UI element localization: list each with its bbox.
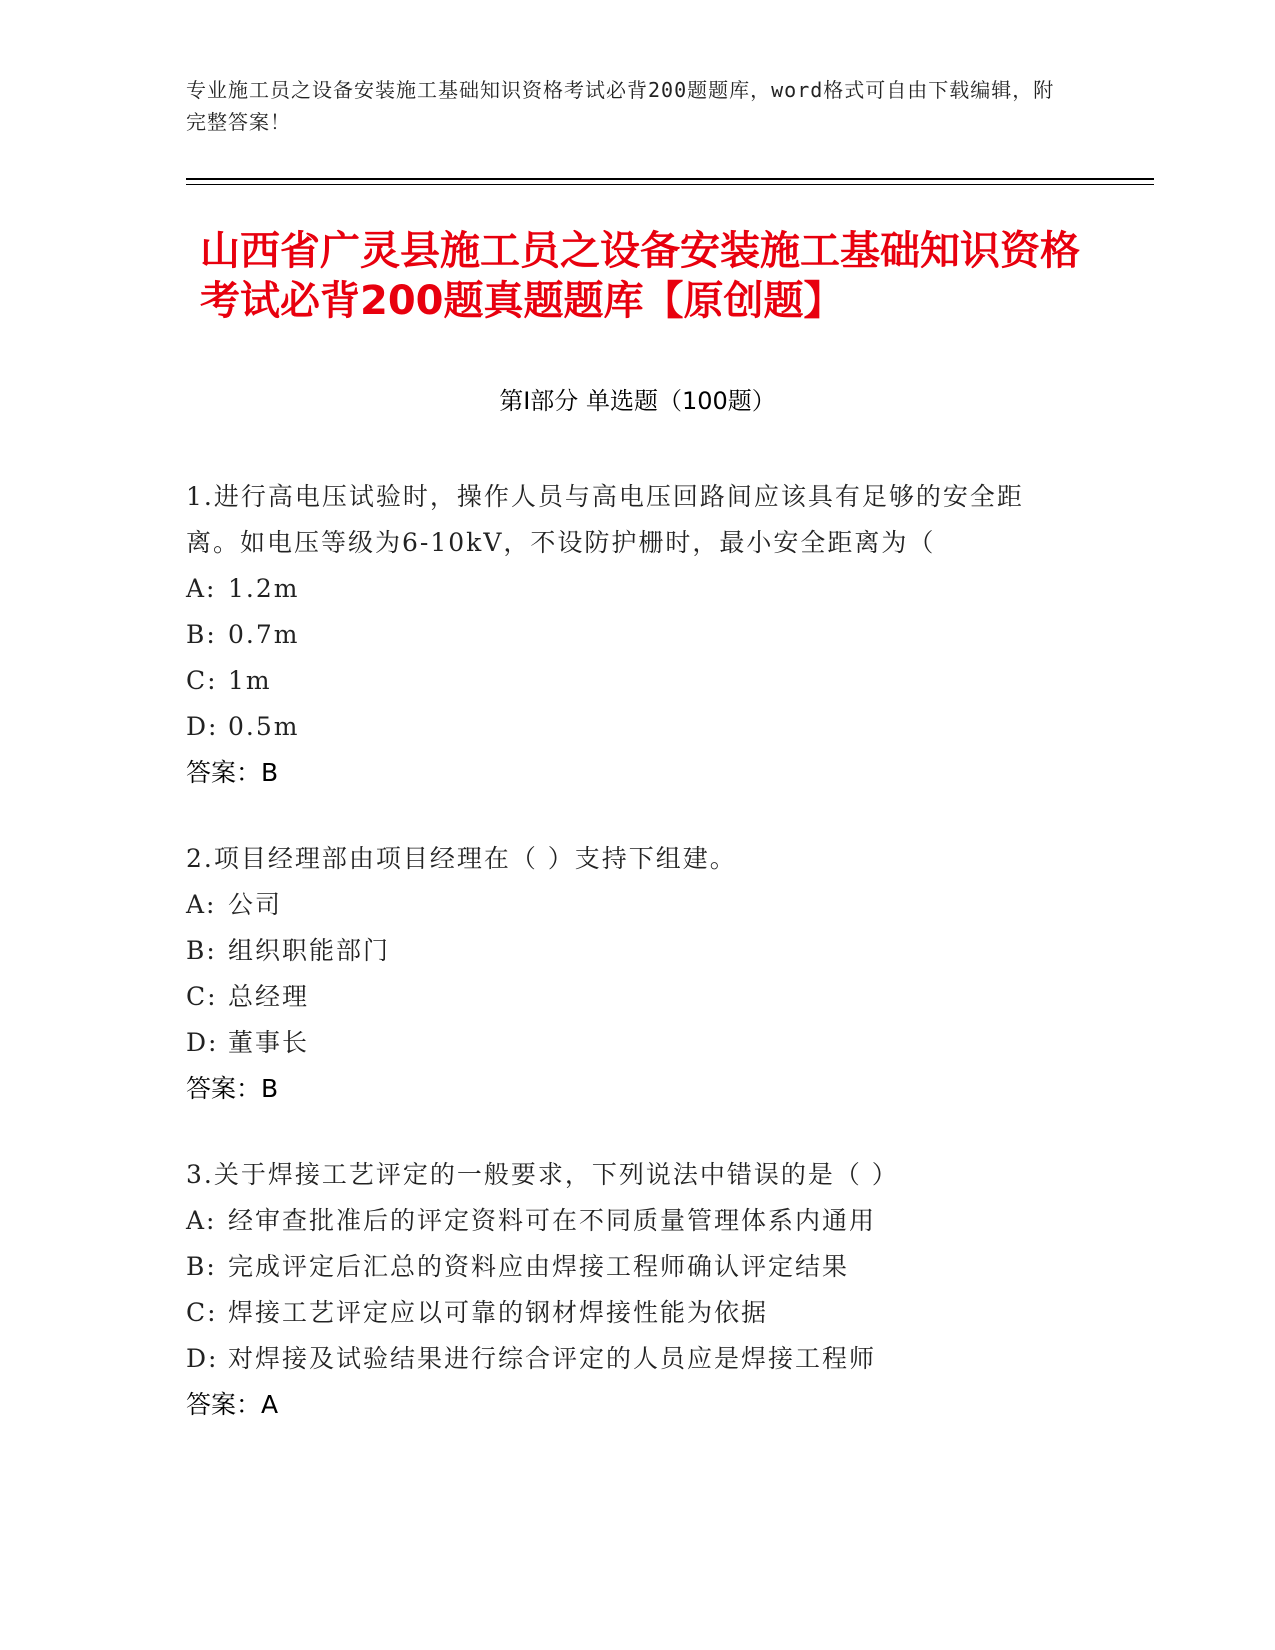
question-1 xyxy=(186,474,1066,796)
answer-line xyxy=(186,1382,1066,1428)
option-text: 1m xyxy=(228,666,272,695)
header-note: 专业施工员之设备安装施工基础知识资格考试必背200题题库，word格式可自由下载编辑，附完整答案！ xyxy=(186,78,1055,134)
header-rule xyxy=(186,178,1154,180)
option-letter: B: xyxy=(186,936,217,965)
option-text: 0.5m xyxy=(228,712,300,741)
option-text: 组织职能部门 xyxy=(228,936,391,965)
option-letter: B: xyxy=(186,1252,217,1281)
question-stem: 1.进行高电压试验时，操作人员与高电压回路间应该具有足够的安全距离。如电压等级为6-10kV，不设防护栅时，最小安全距离为（ xyxy=(186,482,1024,557)
option-b xyxy=(186,1244,1066,1290)
document-title: 山西省广灵县施工员之设备安装施工基础知识资格考试必背200题真题题库【原创题】 xyxy=(200,228,1080,324)
option-text: 总经理 xyxy=(228,982,310,1011)
option-text: 董事长 xyxy=(228,1028,310,1057)
option-text: 焊接工艺评定应以可靠的钢材焊接性能为依据 xyxy=(228,1298,769,1327)
option-c xyxy=(186,974,1066,1020)
question-2 xyxy=(186,836,1066,1112)
answer-line xyxy=(186,750,1066,796)
option-a xyxy=(186,1198,1066,1244)
option-c xyxy=(186,658,1066,704)
option-d xyxy=(186,1020,1066,1066)
option-text: 经审查批准后的评定资料可在不同质量管理体系内通用 xyxy=(228,1206,877,1235)
option-letter: A: xyxy=(186,1206,217,1235)
answer-value: B xyxy=(261,1074,279,1103)
option-c xyxy=(186,1290,1066,1336)
option-letter: D: xyxy=(186,712,219,741)
option-letter: A: xyxy=(186,574,217,603)
answer-label: 答案： xyxy=(186,758,262,787)
option-letter: C: xyxy=(186,666,218,695)
option-letter: D: xyxy=(186,1344,219,1373)
option-letter: B: xyxy=(186,620,217,649)
option-text: 公司 xyxy=(228,890,283,919)
header-rule-thin xyxy=(186,184,1154,185)
answer-line xyxy=(186,1066,1066,1112)
option-letter: C: xyxy=(186,982,218,1011)
option-d xyxy=(186,1336,1066,1382)
option-text: 0.7m xyxy=(228,620,300,649)
answer-label: 答案： xyxy=(186,1390,262,1419)
option-d xyxy=(186,704,1066,750)
option-letter: D: xyxy=(186,1028,219,1057)
option-a xyxy=(186,566,1066,612)
answer-label: 答案： xyxy=(186,1074,262,1103)
option-text: 1.2m xyxy=(228,574,300,603)
answer-value: A xyxy=(261,1390,279,1419)
option-b xyxy=(186,612,1066,658)
section-title: 第Ⅰ部分 单选题（100题） xyxy=(499,387,776,415)
answer-value: B xyxy=(261,758,279,787)
option-b xyxy=(186,928,1066,974)
question-3 xyxy=(186,1152,1066,1428)
question-stem: 3.关于焊接工艺评定的一般要求，下列说法中错误的是（ ） xyxy=(186,1160,899,1189)
option-letter: C: xyxy=(186,1298,218,1327)
option-text: 对焊接及试验结果进行综合评定的人员应是焊接工程师 xyxy=(228,1344,877,1373)
option-a xyxy=(186,882,1066,928)
option-text: 完成评定后汇总的资料应由焊接工程师确认评定结果 xyxy=(228,1252,850,1281)
question-stem: 2.项目经理部由项目经理在（ ）支持下组建。 xyxy=(186,844,737,873)
option-letter: A: xyxy=(186,890,217,919)
